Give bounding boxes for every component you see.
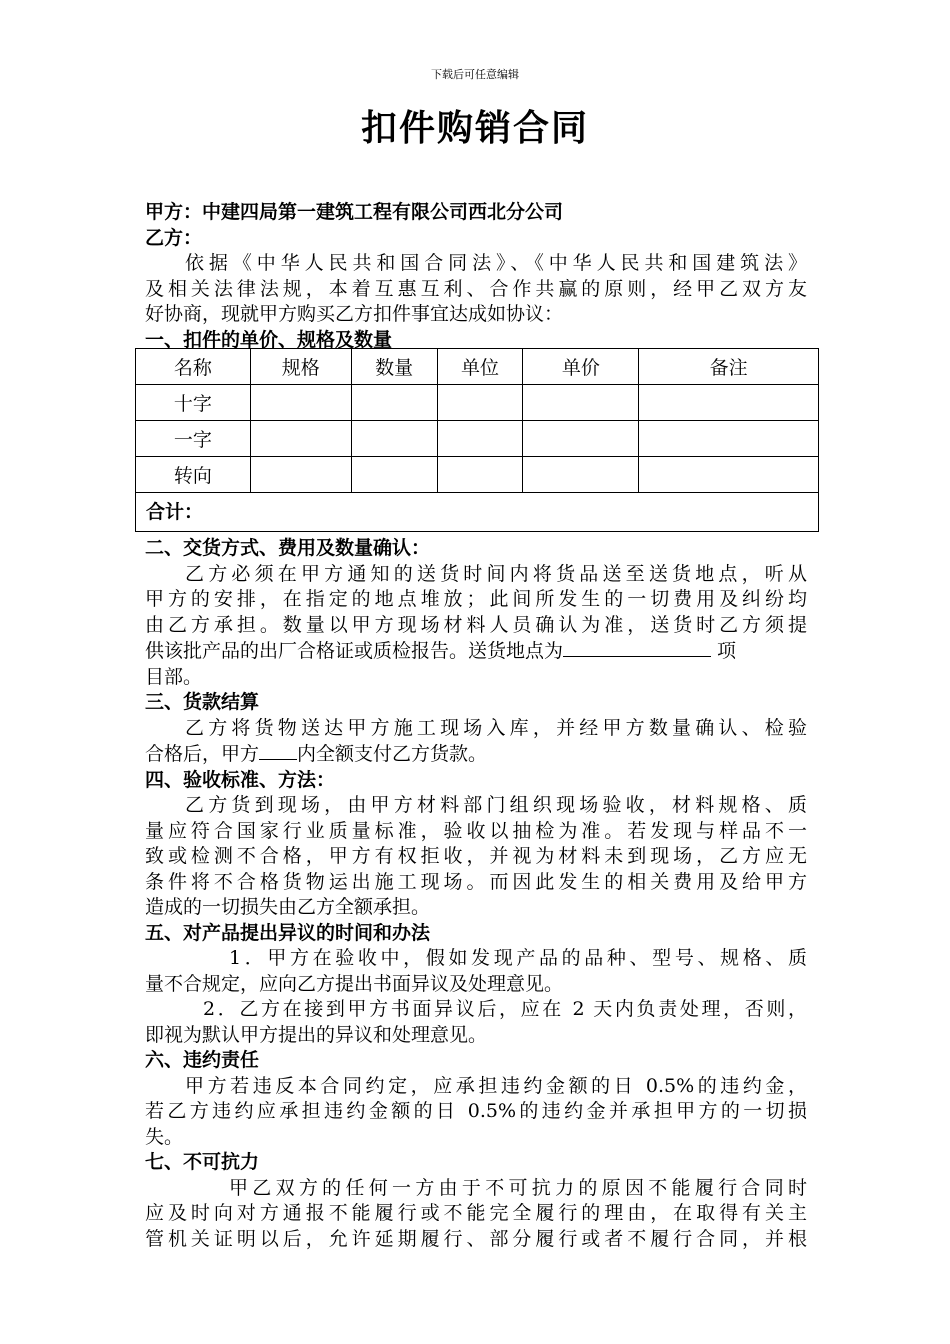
column-header: 规格: [250, 349, 351, 385]
table-cell: [351, 421, 437, 457]
paragraph-line: 乙方必须在甲方通知的送货时间内将货品送至送货地点，听从: [185, 562, 807, 585]
table-cell: [523, 421, 639, 457]
table-cell: [437, 457, 523, 493]
section-4-heading: 四、验收标准、方法：: [145, 768, 336, 791]
intro-line: 好协商，现就甲方购买乙方扣件事宜达成如协议：: [145, 303, 564, 325]
paragraph-line: 2．乙方在接到甲方书面异议后，应在 2 天内负责处理，否则，: [203, 998, 807, 1020]
table-cell: 转向: [136, 457, 251, 493]
table-row: [136, 385, 819, 421]
section-5-heading: 五、对产品提出异议的时间和办法: [145, 921, 431, 944]
paragraph-text: 合格后，甲方: [145, 743, 260, 765]
paragraph-line: 由乙方承担。数量以甲方现场材料人员确认为准，送货时乙方须提: [145, 613, 807, 636]
paragraph-line: 造成的一切损失由乙方全额承担。: [145, 896, 431, 918]
total-label: 合计：: [136, 493, 819, 532]
table-header-row: [136, 349, 819, 385]
paragraph-line: 乙方将货物送达甲方施工现场入库，并经甲方数量确认、检验: [185, 716, 807, 739]
column-header: 备注: [639, 349, 819, 385]
paragraph-line: [145, 638, 807, 665]
section-7-heading: 七、不可抗力: [145, 1151, 260, 1173]
paragraph-line: 1．甲方在验收中，假如发现产品的品种、型号、规格、质: [229, 947, 807, 969]
table-cell: [351, 385, 437, 421]
table-row: [136, 457, 819, 493]
section-6-heading: 六、违约责任: [145, 1049, 260, 1071]
table-cell: 十字: [136, 385, 251, 421]
paragraph-line: 目部。: [145, 665, 203, 688]
paragraph-text: 内全额支付乙方货款。: [297, 743, 488, 765]
table-cell: 一字: [136, 421, 251, 457]
table-cell: [523, 457, 639, 493]
table-cell: [639, 421, 819, 457]
paragraph-line: 甲方的安排，在指定的地点堆放；此间所发生的一切费用及纠纷均: [145, 588, 807, 610]
paragraph-text: 项: [717, 640, 737, 662]
table-cell: [250, 421, 351, 457]
table-cell: [351, 457, 437, 493]
table-cell: [250, 457, 351, 493]
section-2-heading: 二、交货方式、费用及数量确认：: [145, 537, 431, 559]
paragraph-line: 量应符合国家行业质量标准，验收以抽检为准。若发现与样品不一: [145, 819, 807, 842]
page-title: 扣件购销合同: [360, 108, 589, 149]
column-header: 单位: [437, 349, 523, 385]
delivery-location-blank: [563, 638, 711, 657]
contract-body-continued: [145, 536, 807, 1252]
table-total-row: [136, 493, 819, 532]
paragraph-line: 应及时向对方通报不能履行或不能完全履行的理由，在取得有关主: [145, 1202, 807, 1224]
intro-line: 及相关法律法规，本着互惠互利、合作共赢的原则，经甲乙双方友: [145, 277, 807, 300]
payment-period-blank: [259, 741, 297, 760]
contract-body: [145, 200, 807, 353]
delivery-location-text: 供该批产品的出厂合格证或质检报告。送货地点为: [145, 640, 564, 662]
paragraph-line: 乙方货到现场，由甲方材料部门组织现场验收，材料规格、质: [185, 794, 807, 816]
paragraph-line: 失。: [145, 1125, 184, 1148]
paragraph-line: 量不合规定，应向乙方提出书面异议及处理意见。: [145, 972, 564, 995]
paragraph-line: [145, 741, 807, 768]
table-cell: [250, 385, 351, 421]
paragraph-line: 管机关证明以后，允许延期履行、部分履行或者不履行合同，并根: [145, 1227, 807, 1250]
table-row: [136, 421, 819, 457]
items-table: [135, 348, 819, 532]
paragraph-line: 甲方若违反本合同约定，应承担违约金额的日 0.5%的违约金，: [185, 1074, 807, 1097]
party-b: 乙方：: [145, 226, 203, 249]
paragraph-line: 若乙方违约应承担违约金额的日 0.5%的违约金并承担甲方的一切损: [145, 1100, 807, 1122]
paragraph-line: 条件将不合格货物运出施工现场。而因此发生的相关费用及给甲方: [145, 870, 807, 893]
table-cell: [639, 385, 819, 421]
intro-line: 依据《中华人民共和国合同法》、《中华人民共和国建筑法》: [185, 252, 807, 274]
paragraph-line: 即视为默认甲方提出的异议和处理意见。: [145, 1023, 488, 1046]
table-cell: [523, 385, 639, 421]
paragraph-line: 甲乙双方的任何一方由于不可抗力的原因不能履行合同时: [229, 1176, 807, 1199]
section-3-heading: 三、货款结算: [145, 691, 260, 713]
table-cell: [437, 385, 523, 421]
header-note: 下载后可任意编辑: [431, 69, 519, 81]
paragraph-line: 致或检测不合格，甲方有权拒收，并视为材料未到现场，乙方应无: [145, 845, 807, 867]
column-header: 名称: [136, 349, 251, 385]
table-cell: [437, 421, 523, 457]
party-a: 甲方：中建四局第一建筑工程有限公司西北分公司: [145, 201, 564, 223]
column-header: 数量: [351, 349, 437, 385]
section-1-heading: 一、扣件的单价、规格及数量: [145, 328, 393, 351]
column-header: 单价: [523, 349, 639, 385]
table-cell: [639, 457, 819, 493]
